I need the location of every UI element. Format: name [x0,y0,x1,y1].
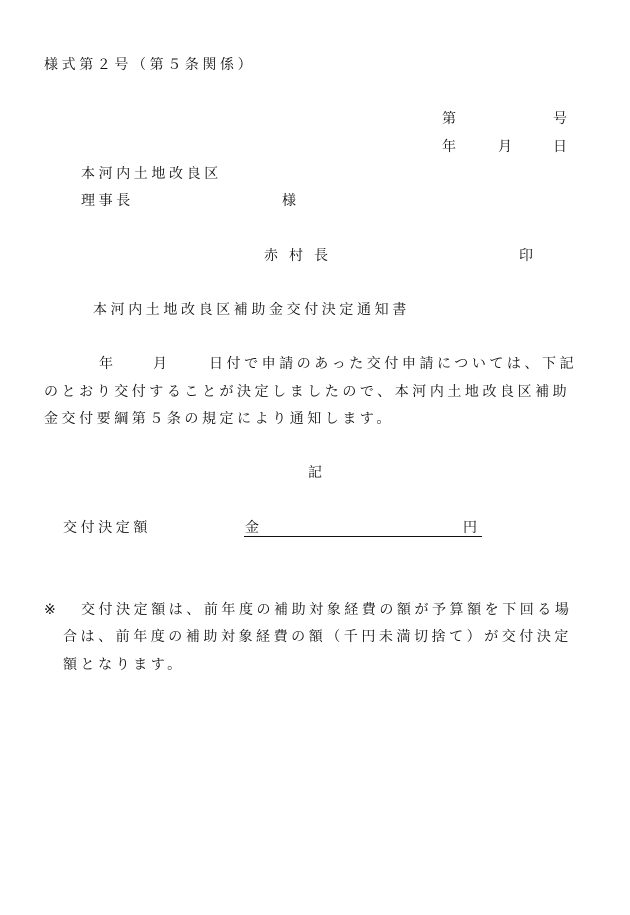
doc-date-day: 日 [553,139,571,155]
addressee-title: 理事長 [81,193,134,209]
note-line-1: 交付決定額は、前年度の補助対象経費の額が予算額を下回る場 [81,602,573,618]
amount-underline [244,536,482,537]
note-line-2: 合は、前年度の補助対象経費の額（千円未満切捨て）が交付決定 [63,629,572,645]
body-line-3: 金交付要綱第５条の規定により通知します。 [44,411,394,427]
doc-date-month: 月 [498,139,516,155]
amount-unit: 円 [463,520,481,536]
note-mark: ※ [44,602,60,618]
body-line-1: 日付で申請のあった交付申請については、下記 [209,356,578,372]
doc-number-go: 号 [553,111,571,127]
doc-number-dai: 第 [442,111,460,127]
amount-prefix: 金 [245,520,263,536]
amount-label: 交付決定額 [63,520,151,536]
note-line-3: 額となります。 [63,657,185,673]
form-label: 様式第２号（第５条関係） [44,57,256,73]
addressee-organization: 本河内土地改良区 [81,166,222,182]
application-date-month: 月 [153,356,171,372]
sender-name: 赤村長 [264,248,339,264]
addressee-honorific: 様 [282,193,300,209]
application-date-year: 年 [99,356,117,372]
body-line-2: のとおり交付することが決定しましたので、本河内土地改良区補助 [44,384,571,400]
document-title: 本河内土地改良区補助金交付決定通知書 [93,302,410,318]
doc-date-year: 年 [442,139,460,155]
ki-heading: 記 [308,465,326,481]
sender-seal: 印 [519,248,537,264]
